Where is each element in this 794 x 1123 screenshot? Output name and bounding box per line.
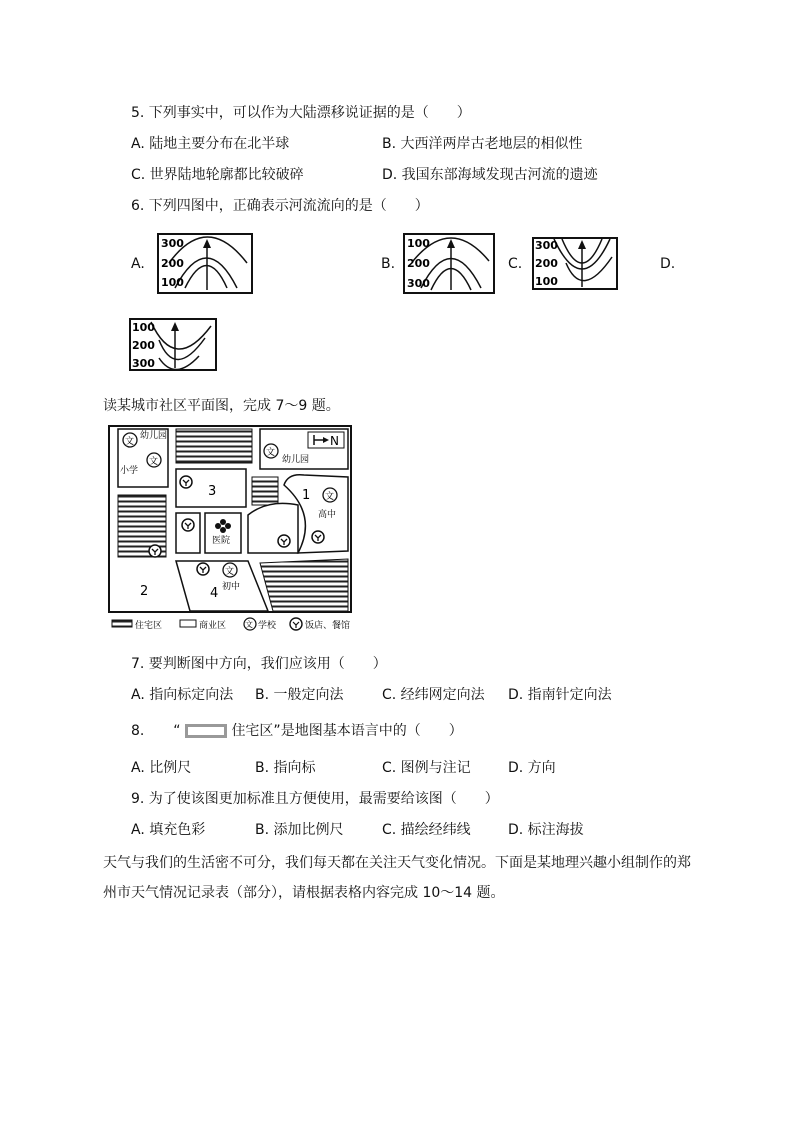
svg-text:文: 文 — [125, 437, 135, 447]
high-school-label: 高中 — [318, 510, 337, 520]
primary-school-label: 小学 — [120, 466, 139, 476]
svg-text:学校: 学校 — [258, 621, 277, 631]
q8-option-d: D. 方向 — [508, 760, 556, 776]
kindergarten-label: 幼儿园 — [282, 455, 310, 465]
contour-label: 100 — [161, 276, 184, 289]
north-label: N — [330, 434, 339, 448]
restaurant-icon — [278, 535, 290, 547]
q8-option-a: A. 比例尺 — [131, 760, 192, 776]
q5-option-b: B. 大西洋两岸古老地层的相似性 — [382, 136, 583, 152]
contour-label: 200 — [132, 339, 155, 352]
restaurant-icon — [182, 519, 194, 531]
svg-text:饭店、餐馆: 饭店、餐馆 — [305, 621, 351, 631]
contour-label: 100 — [535, 275, 558, 288]
contour-label: 100 — [407, 237, 430, 250]
svg-text:文: 文 — [325, 492, 335, 502]
contour-label: 300 — [132, 357, 155, 370]
school-icon — [323, 488, 337, 502]
block-number-1: 1 — [302, 488, 311, 503]
svg-text:文: 文 — [149, 457, 159, 467]
svg-text:文: 文 — [225, 567, 235, 577]
q9-stem: 9. 为了使该图更加标准且方便使用，最需要给该图（ ） — [131, 791, 499, 807]
block-number-2: 2 — [140, 584, 149, 599]
svg-text:文: 文 — [245, 620, 253, 629]
restaurant-icon — [197, 563, 209, 575]
q5-stem: 5. 下列事实中，可以作为大陆漂移说证据的是（ ） — [131, 105, 471, 121]
contour-label: 300 — [161, 237, 184, 250]
q9-option-c: C. 描绘经纬线 — [382, 822, 471, 838]
q7-option-d: D. 指南针定向法 — [508, 687, 612, 703]
block-number-4: 4 — [210, 586, 219, 601]
school-icon — [123, 433, 137, 447]
contour-label: 100 — [132, 321, 155, 334]
hospital-label: 医院 — [212, 536, 231, 546]
restaurant-icon — [312, 531, 324, 543]
q6-figure-a — [157, 233, 253, 295]
contour-label: 200 — [407, 257, 430, 270]
q8-stem — [131, 722, 463, 740]
community-map — [108, 425, 364, 633]
svg-text:商业区: 商业区 — [199, 621, 227, 631]
q5-option-c: C. 世界陆地轮廓都比较破碎 — [131, 167, 304, 183]
school-icon — [147, 453, 161, 467]
q6-figure-c — [532, 237, 618, 291]
q6-label-b: B. — [381, 256, 396, 272]
map-legend — [112, 618, 350, 631]
q6-label-d: D. — [660, 256, 676, 272]
svg-text:文: 文 — [266, 448, 276, 458]
q6-label-a: A. — [131, 256, 145, 272]
q7-option-c: C. 经纬网定向法 — [382, 687, 485, 703]
q6-figure-d — [129, 318, 217, 372]
residential-legend-symbol — [185, 724, 227, 738]
block-number-3: 3 — [208, 484, 217, 499]
q7-option-b: B. 一般定向法 — [255, 687, 344, 703]
q8-option-c: C. 图例与注记 — [382, 760, 471, 776]
q5-option-d: D. 我国东部海域发现古河流的遗迹 — [382, 167, 598, 183]
contour-label: 200 — [161, 257, 184, 270]
q9-option-d: D. 标注海拔 — [508, 822, 584, 838]
map-intro: 读某城市社区平面图，完成 7～9 题。 — [103, 398, 340, 414]
q5-option-a: A. 陆地主要分布在北半球 — [131, 136, 290, 152]
q8-number: 8. — [131, 723, 145, 739]
school-icon — [264, 444, 278, 458]
q7-stem: 7. 要判断图中方向，我们应该用（ ） — [131, 656, 387, 672]
q8-quote: “ — [173, 723, 181, 739]
q8-option-b: B. 指向标 — [255, 760, 316, 776]
svg-text:住宅区: 住宅区 — [135, 621, 163, 631]
q8-stem-text: 住宅区”是地图基本语言中的（ ） — [231, 723, 463, 739]
q6-stem: 6. 下列四图中，正确表示河流流向的是（ ） — [131, 198, 429, 214]
q9-option-a: A. 填充色彩 — [131, 822, 206, 838]
weather-intro-line2: 州市天气情况记录表（部分），请根据表格内容完成 10～14 题。 — [103, 885, 505, 901]
weather-intro-line1: 天气与我们的生活密不可分，我们每天都在关注天气变化情况。下面是某地理兴趣小组制作的郑 — [103, 855, 691, 871]
contour-label: 300 — [535, 239, 558, 252]
kindergarten-label: 幼儿园 — [140, 431, 168, 441]
q6-figure-b — [403, 233, 495, 295]
junior-school-label: 初中 — [222, 582, 241, 592]
school-icon — [223, 563, 237, 577]
q6-label-c: C. — [508, 256, 523, 272]
restaurant-icon — [180, 476, 192, 488]
q9-option-b: B. 添加比例尺 — [255, 822, 344, 838]
restaurant-icon — [149, 545, 161, 557]
contour-label: 200 — [535, 257, 558, 270]
q7-option-a: A. 指向标定向法 — [131, 687, 234, 703]
contour-label: 300 — [407, 277, 430, 290]
